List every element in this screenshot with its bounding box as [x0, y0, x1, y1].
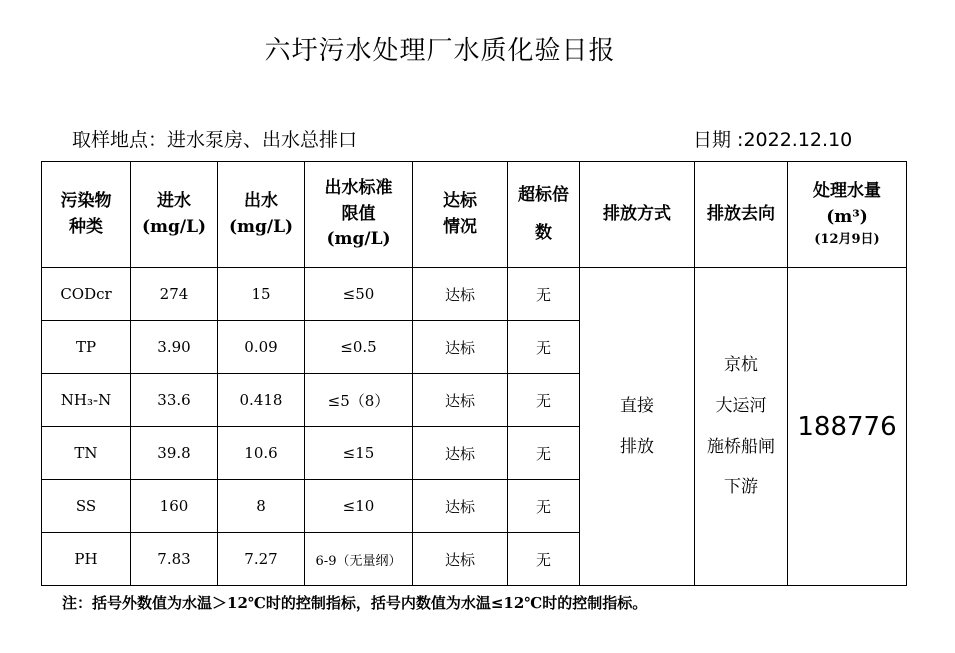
- compliance-status: 达标: [413, 374, 508, 427]
- header-compliance: 达标 情况: [413, 162, 508, 268]
- pollutant-name: CODcr: [42, 268, 131, 321]
- outflow-value: 0.09: [218, 321, 305, 374]
- limit-value: ≤0.5: [305, 321, 413, 374]
- outflow-value: 7.27: [218, 533, 305, 586]
- inflow-value: 274: [131, 268, 218, 321]
- limit-value: 6-9（无量纲）: [305, 533, 413, 586]
- outflow-value: 10.6: [218, 427, 305, 480]
- header-exceed: 超标倍 数: [508, 162, 580, 268]
- limit-value: ≤5（8）: [305, 374, 413, 427]
- header-discharge-method: 排放方式: [580, 162, 695, 268]
- report-date: [693, 125, 852, 152]
- exceed-value: 无: [508, 480, 580, 533]
- header-row: [42, 162, 907, 268]
- compliance-status: 达标: [413, 427, 508, 480]
- pollutant-name: TN: [42, 427, 131, 480]
- limit-value: ≤15: [305, 427, 413, 480]
- treated-volume-value: 188776: [788, 268, 907, 586]
- header-pollutant: 污染物 种类: [42, 162, 131, 268]
- water-quality-table: [41, 161, 907, 586]
- inflow-value: 7.83: [131, 533, 218, 586]
- exceed-value: 无: [508, 268, 580, 321]
- limit-value: ≤10: [305, 480, 413, 533]
- limit-value: ≤50: [305, 268, 413, 321]
- date-label: 日期 :: [693, 129, 744, 151]
- exceed-value: 无: [508, 533, 580, 586]
- header-inflow: 进水 (mg/L): [131, 162, 218, 268]
- inflow-value: 33.6: [131, 374, 218, 427]
- inflow-value: 3.90: [131, 321, 218, 374]
- footnote: 注：括号外数值为水温＞12℃时的控制指标，括号内数值为水温≤12℃时的控制指标。: [62, 594, 648, 612]
- compliance-status: 达标: [413, 533, 508, 586]
- header-limit: 出水标准 限值 (mg/L): [305, 162, 413, 268]
- exceed-value: 无: [508, 321, 580, 374]
- compliance-status: 达标: [413, 321, 508, 374]
- header-volume: 处理水量 (m³) (12月9日): [788, 162, 907, 268]
- inflow-value: 39.8: [131, 427, 218, 480]
- compliance-status: 达标: [413, 268, 508, 321]
- exceed-value: 无: [508, 427, 580, 480]
- outflow-value: 8: [218, 480, 305, 533]
- header-discharge-destination: 排放去向: [695, 162, 788, 268]
- outflow-value: 15: [218, 268, 305, 321]
- pollutant-name: PH: [42, 533, 131, 586]
- pollutant-name: NH₃-N: [42, 374, 131, 427]
- sampling-location: 取样地点：进水泵房、出水总排口: [72, 129, 358, 151]
- date-value: 2022.12.10: [743, 129, 853, 151]
- header-outflow: 出水 (mg/L): [218, 162, 305, 268]
- pollutant-name: TP: [42, 321, 131, 374]
- page-title: 六圩污水处理厂水质化验日报: [264, 36, 616, 66]
- pollutant-name: SS: [42, 480, 131, 533]
- inflow-value: 160: [131, 480, 218, 533]
- discharge-destination-cell: 京杭 大运河 施桥船闸 下游: [695, 268, 788, 586]
- outflow-value: 0.418: [218, 374, 305, 427]
- discharge-method-cell: 直接 排放: [580, 268, 695, 586]
- exceed-value: 无: [508, 374, 580, 427]
- table-row: [42, 268, 907, 321]
- compliance-status: 达标: [413, 480, 508, 533]
